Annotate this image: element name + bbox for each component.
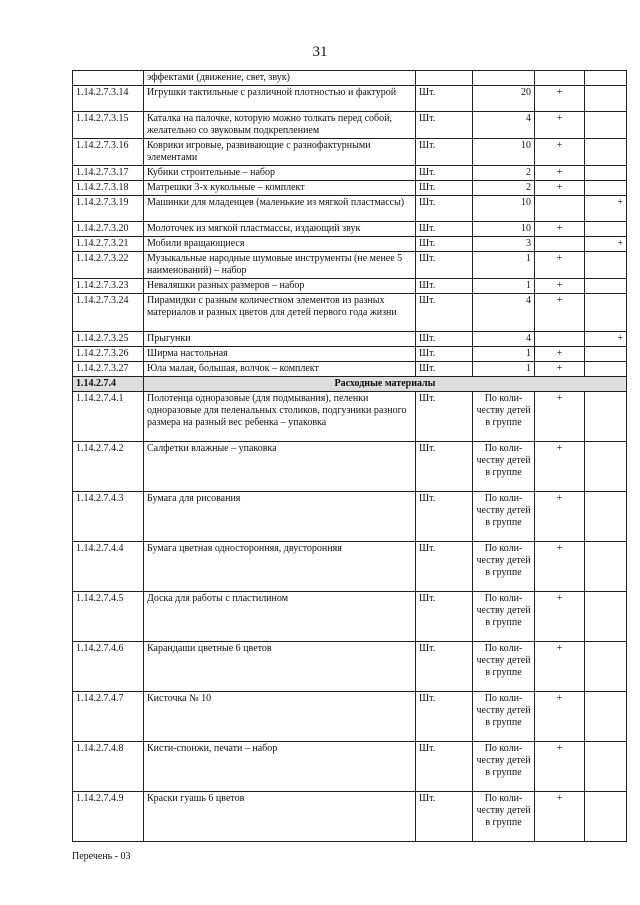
item-code: 1.14.2.7.4.4 bbox=[73, 542, 144, 592]
item-code: 1.14.2.7.4.1 bbox=[73, 392, 144, 442]
item-unit: Шт. bbox=[416, 492, 473, 542]
mark-b bbox=[585, 742, 627, 792]
item-unit: Шт. bbox=[416, 166, 473, 181]
item-unit: Шт. bbox=[416, 222, 473, 237]
table-row bbox=[73, 252, 627, 279]
item-code: 1.14.2.7.3.14 bbox=[73, 86, 144, 112]
item-code: 1.14.2.7.3.21 bbox=[73, 237, 144, 252]
mark-b bbox=[585, 222, 627, 237]
table-row bbox=[73, 792, 627, 842]
mark-b: + bbox=[585, 196, 627, 222]
item-name: Неваляшки разных размеров – набор bbox=[144, 279, 416, 294]
item-unit: Шт. bbox=[416, 86, 473, 112]
item-unit: Шт. bbox=[416, 139, 473, 166]
item-quantity: По коли- честву детей в группе bbox=[473, 442, 535, 492]
item-quantity: 1 bbox=[473, 279, 535, 294]
item-code: 1.14.2.7.3.24 bbox=[73, 294, 144, 332]
mark-b bbox=[585, 492, 627, 542]
table-row bbox=[73, 196, 627, 222]
item-name: Игрушки тактильные с различной плотностью и фактурой bbox=[144, 86, 416, 112]
item-code: 1.14.2.7.4.9 bbox=[73, 792, 144, 842]
table-row bbox=[73, 181, 627, 196]
item-quantity: 10 bbox=[473, 196, 535, 222]
item-code: 1.14.2.7.4.2 bbox=[73, 442, 144, 492]
mark-a: + bbox=[535, 252, 585, 279]
mark-a: + bbox=[535, 392, 585, 442]
item-name: Салфетки влажные – упаковка bbox=[144, 442, 416, 492]
item-quantity: 1 bbox=[473, 252, 535, 279]
item-quantity: 4 bbox=[473, 294, 535, 332]
table-row bbox=[73, 362, 627, 377]
item-unit: Шт. bbox=[416, 392, 473, 442]
mark-b bbox=[585, 181, 627, 196]
mark-a: + bbox=[535, 692, 585, 742]
mark-a: + bbox=[535, 181, 585, 196]
item-unit: Шт. bbox=[416, 112, 473, 139]
mark-b bbox=[585, 294, 627, 332]
mark-b bbox=[585, 279, 627, 294]
mark-a: + bbox=[535, 86, 585, 112]
item-name: Машинки для младенцев (маленькие из мягкой пластмассы) bbox=[144, 196, 416, 222]
item-quantity bbox=[473, 71, 535, 86]
item-name: Карандаши цветные 6 цветов bbox=[144, 642, 416, 692]
item-code: 1.14.2.7.3.25 bbox=[73, 332, 144, 347]
mark-a: + bbox=[535, 742, 585, 792]
mark-b: + bbox=[585, 237, 627, 252]
mark-a: + bbox=[535, 166, 585, 181]
section-title: Расходные материалы bbox=[144, 377, 627, 392]
item-unit: Шт. bbox=[416, 347, 473, 362]
item-code: 1.14.2.7.4.5 bbox=[73, 592, 144, 642]
mark-a bbox=[535, 196, 585, 222]
mark-a: + bbox=[535, 139, 585, 166]
mark-a: + bbox=[535, 222, 585, 237]
item-unit: Шт. bbox=[416, 279, 473, 294]
item-name: эффектами (движение, свет, звук) bbox=[144, 71, 416, 86]
item-name: Бумага цветная односторонняя, двусторонняя bbox=[144, 542, 416, 592]
item-quantity: 1 bbox=[473, 347, 535, 362]
item-quantity: 10 bbox=[473, 139, 535, 166]
item-code: 1.14.2.7.3.15 bbox=[73, 112, 144, 139]
item-code: 1.14.2.7.3.26 bbox=[73, 347, 144, 362]
item-name: Полотенца одноразовые (для подмывания), пеленки одноразовые для пеленальных столиков, подгузники разного размера на разный вес ребенка – упаковка bbox=[144, 392, 416, 442]
table-row bbox=[73, 332, 627, 347]
item-code: 1.14.2.7.3.22 bbox=[73, 252, 144, 279]
item-quantity: По коли- честву детей в группе bbox=[473, 542, 535, 592]
item-quantity: По коли- честву детей в группе bbox=[473, 392, 535, 442]
item-name: Краски гуашь 6 цветов bbox=[144, 792, 416, 842]
item-name: Доска для работы с пластилином bbox=[144, 592, 416, 642]
table-row bbox=[73, 642, 627, 692]
item-quantity: 2 bbox=[473, 166, 535, 181]
mark-a: + bbox=[535, 347, 585, 362]
mark-a bbox=[535, 332, 585, 347]
item-name: Коврики игровые, развивающие с разнофактурными элементами bbox=[144, 139, 416, 166]
mark-b: + bbox=[585, 332, 627, 347]
item-code: 1.14.2.7.4.6 bbox=[73, 642, 144, 692]
mark-b bbox=[585, 86, 627, 112]
item-quantity: По коли- честву детей в группе bbox=[473, 642, 535, 692]
mark-b bbox=[585, 71, 627, 86]
item-name: Музыкальные народные шумовые инструменты (не менее 5 наименований) – набор bbox=[144, 252, 416, 279]
page-number: 31 bbox=[312, 44, 328, 60]
mark-a bbox=[535, 71, 585, 86]
item-unit: Шт. bbox=[416, 252, 473, 279]
item-name: Бумага для рисования bbox=[144, 492, 416, 542]
table-row bbox=[73, 742, 627, 792]
mark-b bbox=[585, 392, 627, 442]
table-row bbox=[73, 112, 627, 139]
mark-a: + bbox=[535, 294, 585, 332]
item-unit: Шт. bbox=[416, 362, 473, 377]
item-quantity: По коли- честву детей в группе bbox=[473, 692, 535, 742]
item-name: Ширма настольная bbox=[144, 347, 416, 362]
item-quantity: 3 bbox=[473, 237, 535, 252]
table-row bbox=[73, 347, 627, 362]
item-quantity: 2 bbox=[473, 181, 535, 196]
item-unit: Шт. bbox=[416, 237, 473, 252]
mark-b bbox=[585, 442, 627, 492]
mark-a bbox=[535, 237, 585, 252]
table-row bbox=[73, 166, 627, 181]
item-unit: Шт. bbox=[416, 294, 473, 332]
mark-b bbox=[585, 139, 627, 166]
mark-a: + bbox=[535, 492, 585, 542]
item-code: 1.14.2.7.3.17 bbox=[73, 166, 144, 181]
item-quantity: 10 bbox=[473, 222, 535, 237]
item-name: Матрешки 3-х кукольные – комплект bbox=[144, 181, 416, 196]
item-code bbox=[73, 71, 144, 86]
item-quantity: По коли- честву детей в группе bbox=[473, 792, 535, 842]
item-unit: Шт. bbox=[416, 442, 473, 492]
item-unit: Шт. bbox=[416, 592, 473, 642]
mark-a: + bbox=[535, 279, 585, 294]
table-row bbox=[73, 139, 627, 166]
item-name: Юла малая, большая, волчок – комплект bbox=[144, 362, 416, 377]
item-name: Молоточек из мягкой пластмассы, издающий звук bbox=[144, 222, 416, 237]
item-code: 1.14.2.7.3.20 bbox=[73, 222, 144, 237]
item-quantity: 20 bbox=[473, 86, 535, 112]
item-code: 1.14.2.7.4.3 bbox=[73, 492, 144, 542]
item-unit: Шт. bbox=[416, 196, 473, 222]
table-row bbox=[73, 71, 627, 86]
item-unit: Шт. bbox=[416, 542, 473, 592]
mark-b bbox=[585, 252, 627, 279]
item-unit: Шт. bbox=[416, 692, 473, 742]
mark-b bbox=[585, 362, 627, 377]
item-name: Мобили вращающиеся bbox=[144, 237, 416, 252]
table-row bbox=[73, 542, 627, 592]
item-unit: Шт. bbox=[416, 792, 473, 842]
item-name: Пирамидки с разным количеством элементов из разных материалов и разных цветов для детей первого года жизни bbox=[144, 294, 416, 332]
mark-a: + bbox=[535, 362, 585, 377]
mark-b bbox=[585, 642, 627, 692]
item-code: 1.14.2.7.3.19 bbox=[73, 196, 144, 222]
item-name: Прыгунки bbox=[144, 332, 416, 347]
table-row bbox=[73, 237, 627, 252]
mark-a: + bbox=[535, 112, 585, 139]
item-code: 1.14.2.7.3.18 bbox=[73, 181, 144, 196]
equipment-table bbox=[72, 70, 627, 842]
item-quantity: По коли- честву детей в группе bbox=[473, 592, 535, 642]
mark-b bbox=[585, 112, 627, 139]
table-row bbox=[73, 692, 627, 742]
item-unit: Шт. bbox=[416, 181, 473, 196]
item-code: 1.14.2.7.3.16 bbox=[73, 139, 144, 166]
item-unit: Шт. bbox=[416, 642, 473, 692]
item-unit: Шт. bbox=[416, 332, 473, 347]
item-quantity: По коли- честву детей в группе bbox=[473, 742, 535, 792]
section-row bbox=[73, 377, 627, 392]
mark-a: + bbox=[535, 442, 585, 492]
table-row bbox=[73, 222, 627, 237]
item-code: 1.14.2.7.3.23 bbox=[73, 279, 144, 294]
mark-b bbox=[585, 542, 627, 592]
footer-text: Перечень - 03 bbox=[72, 851, 131, 862]
mark-b bbox=[585, 592, 627, 642]
table-row bbox=[73, 279, 627, 294]
table-row bbox=[73, 294, 627, 332]
table-row bbox=[73, 86, 627, 112]
table-row bbox=[73, 442, 627, 492]
table-row bbox=[73, 392, 627, 442]
item-code: 1.14.2.7.4.7 bbox=[73, 692, 144, 742]
mark-a: + bbox=[535, 542, 585, 592]
mark-b bbox=[585, 347, 627, 362]
mark-a: + bbox=[535, 792, 585, 842]
mark-b bbox=[585, 792, 627, 842]
table-row bbox=[73, 592, 627, 642]
item-name: Кубики строительные – набор bbox=[144, 166, 416, 181]
item-code: 1.14.2.7.3.27 bbox=[73, 362, 144, 377]
item-unit: Шт. bbox=[416, 742, 473, 792]
item-quantity: 4 bbox=[473, 112, 535, 139]
section-code: 1.14.2.7.4 bbox=[73, 377, 144, 392]
item-unit bbox=[416, 71, 473, 86]
mark-b bbox=[585, 166, 627, 181]
table-row bbox=[73, 492, 627, 542]
item-quantity: 4 bbox=[473, 332, 535, 347]
item-code: 1.14.2.7.4.8 bbox=[73, 742, 144, 792]
item-quantity: По коли- честву детей в группе bbox=[473, 492, 535, 542]
item-name: Каталка на палочке, которую можно толкать перед собой, желательно со звуковым подкреплением bbox=[144, 112, 416, 139]
item-name: Кисточка № 10 bbox=[144, 692, 416, 742]
mark-a: + bbox=[535, 592, 585, 642]
mark-a: + bbox=[535, 642, 585, 692]
item-quantity: 1 bbox=[473, 362, 535, 377]
mark-b bbox=[585, 692, 627, 742]
item-name: Кисти-спонжи, печати – набор bbox=[144, 742, 416, 792]
